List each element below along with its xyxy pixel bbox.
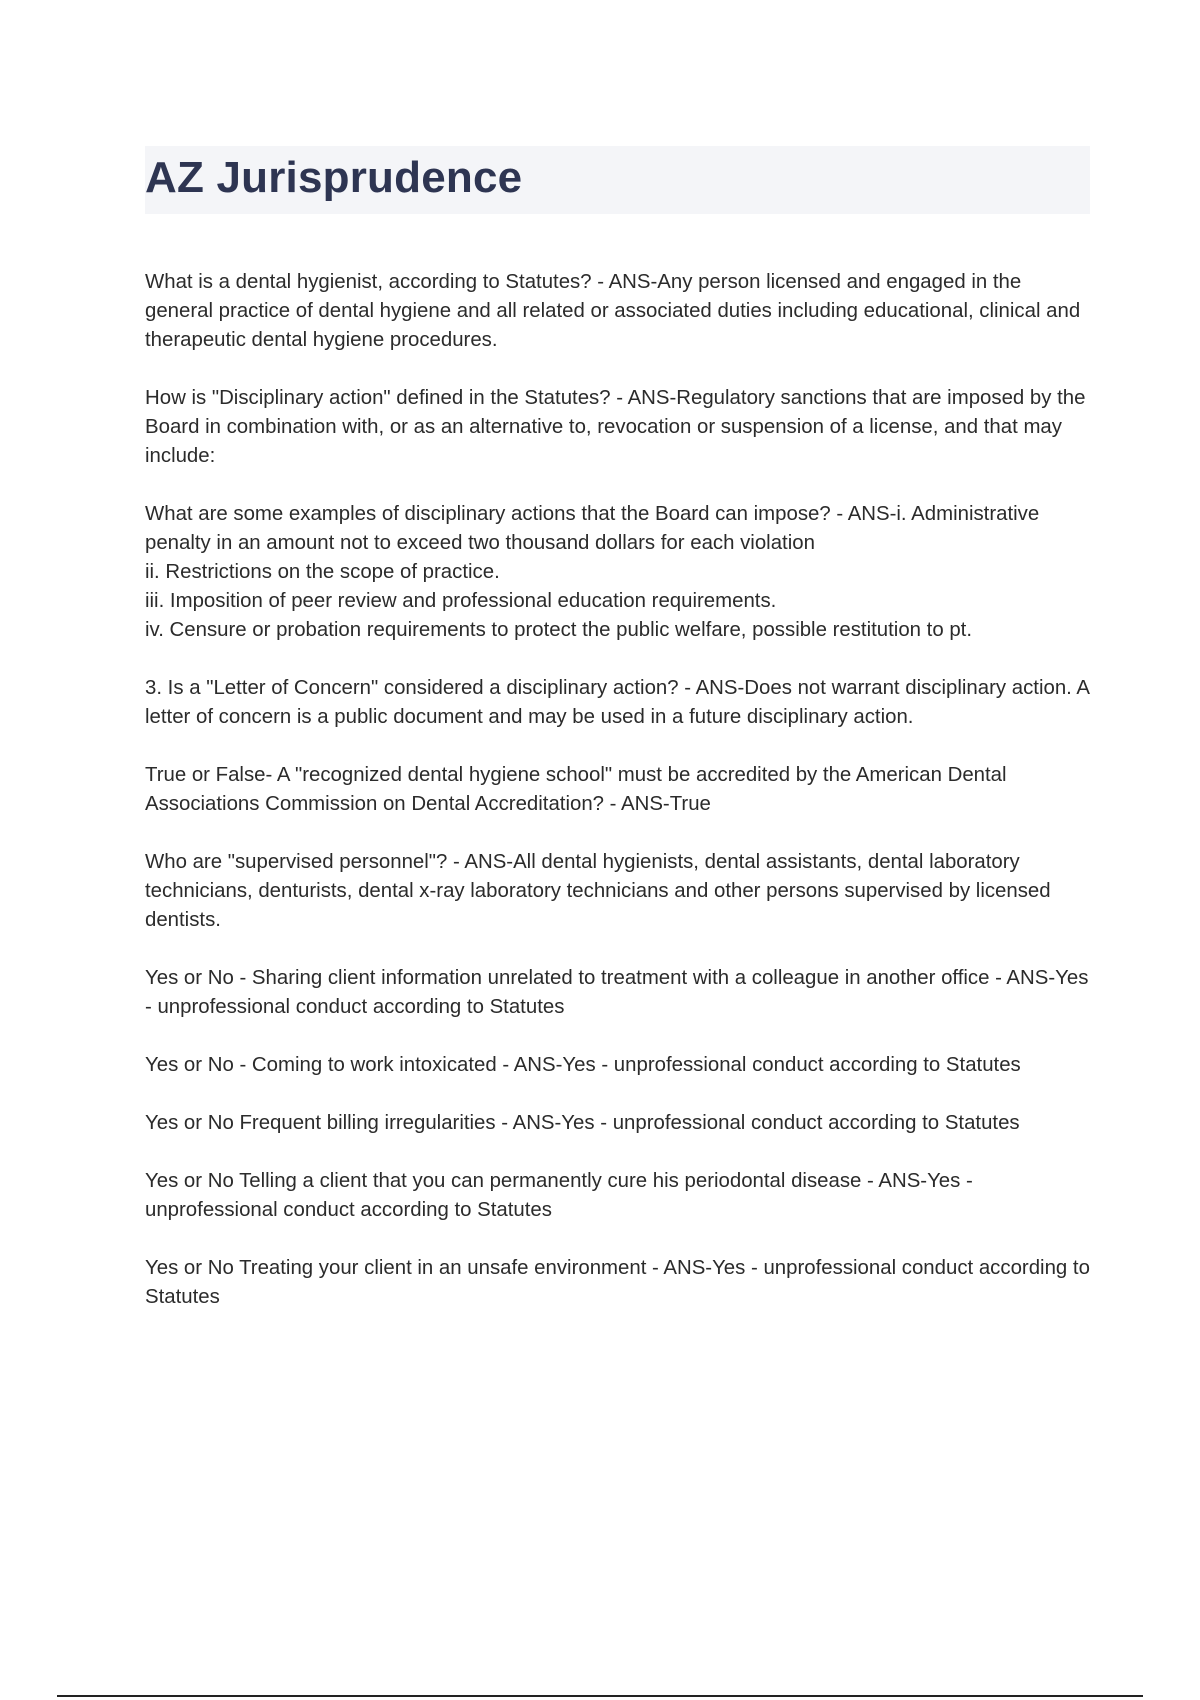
qa-entry	[145, 1109, 1090, 1138]
qa-text: Yes or No - Sharing client information unrelated to treatment with a colleague in another office - ANS-Yes - unprofessional conduct according to Statutes	[145, 967, 1089, 1018]
qa-list-item: iv. Censure or probation requirements to protect the public welfare, possible restitution to pt.	[145, 619, 973, 641]
qa-text: What are some examples of disciplinary actions that the Board can impose? - ANS-i. Administrative penalty in an amount not to exceed two thousand dollars for each violation	[145, 503, 1040, 554]
document-body	[145, 268, 1090, 1341]
qa-text: Yes or No - Coming to work intoxicated - ANS-Yes - unprofessional conduct according to Statutes	[145, 1054, 1021, 1076]
qa-text: Yes or No Frequent billing irregularities - ANS-Yes - unprofessional conduct according to Statutes	[145, 1112, 1020, 1134]
qa-text: Yes or No Treating your client in an unsafe environment - ANS-Yes - unprofessional conduct according to Statutes	[145, 1257, 1090, 1308]
qa-entry	[145, 268, 1090, 355]
title-band	[145, 146, 1090, 214]
qa-entry	[145, 848, 1090, 935]
qa-list-item: iii. Imposition of peer review and professional education requirements.	[145, 590, 777, 612]
footer-divider	[57, 1695, 1143, 1697]
qa-text: Yes or No Telling a client that you can permanently cure his periodontal disease - ANS-Yes - unprofessional conduct according to Statutes	[145, 1170, 973, 1221]
qa-entry	[145, 674, 1090, 732]
qa-entry	[145, 1167, 1090, 1225]
qa-text: True or False- A "recognized dental hygiene school" must be accredited by the American Dental Associations Commission on Dental Accreditation? - ANS-True	[145, 764, 1007, 815]
document-title: AZ Jurisprudence	[145, 153, 523, 202]
qa-text: Who are "supervised personnel"? - ANS-All dental hygienists, dental assistants, dental laboratory technicians, denturists, dental x-ray laboratory technicians and other persons supervised by licensed dentists.	[145, 851, 1051, 931]
qa-entry	[145, 761, 1090, 819]
qa-list-item: ii. Restrictions on the scope of practice.	[145, 561, 500, 583]
qa-entry	[145, 1051, 1090, 1080]
qa-entry	[145, 1254, 1090, 1312]
qa-entry	[145, 384, 1090, 471]
qa-entry	[145, 964, 1090, 1022]
qa-text: 3. Is a "Letter of Concern" considered a disciplinary action? - ANS-Does not warrant disciplinary action. A letter of concern is a public document and may be used in a future disciplinary action.	[145, 677, 1089, 728]
qa-text: How is "Disciplinary action" defined in the Statutes? - ANS-Regulatory sanctions that are imposed by the Board in combination with, or as an alternative to, revocation or suspension of a license, and that may include:	[145, 387, 1086, 467]
qa-text: What is a dental hygienist, according to Statutes? - ANS-Any person licensed and engaged in the general practice of dental hygiene and all related or associated duties including educational, clinical and therapeutic dental hygiene procedures.	[145, 271, 1081, 351]
qa-entry	[145, 500, 1090, 645]
